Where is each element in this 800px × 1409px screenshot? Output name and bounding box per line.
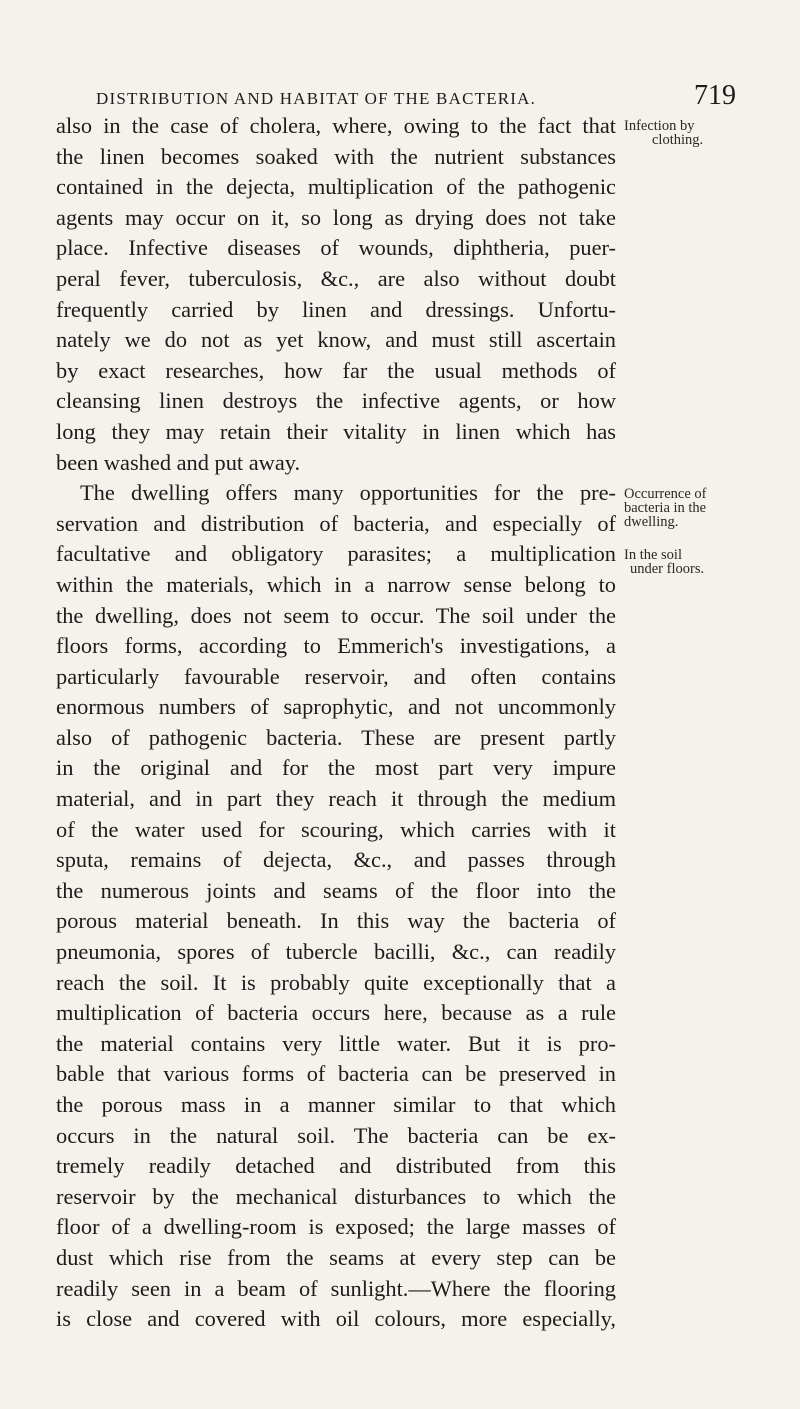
text-line: porous material beneath. In this way the bacteria of [56, 908, 616, 934]
text-line: been washed and put away. [56, 449, 301, 475]
margin-note-line: dwelling. [624, 514, 679, 530]
text-line: floor of a dwelling-room is exposed; the large masses of [56, 1214, 616, 1240]
text-line: also in the case of cholera, where, owing to the fact that [56, 113, 616, 138]
body-text [56, 111, 616, 1335]
text-line: long they may retain their vitality in linen which has [56, 418, 616, 444]
margin-note-line: clothing. [652, 132, 704, 148]
page-number: 719 [694, 80, 736, 111]
text-line: particularly favourable reservoir, and often contains [56, 663, 616, 689]
text-line: in the original and for the most part very impure [56, 755, 616, 781]
text-line: the dwelling, does not seem to occur. The soil under the [56, 602, 616, 628]
margin-note-line: Infection by [624, 118, 695, 134]
text-line: The dwelling offers many opportunities for the pre- [80, 480, 616, 506]
text-line: tremely readily detached and distributed from this [56, 1153, 616, 1179]
margin-note-soil-under-floors [624, 548, 784, 576]
text-line: multiplication of bacteria occurs here, because as a rule [56, 1000, 616, 1026]
text-line: frequently carried by linen and dressings. Unfortu- [56, 296, 616, 322]
margin-note-infection-by-clothing [624, 119, 784, 147]
running-title: DISTRIBUTION AND HABITAT OF THE BACTERIA. [96, 89, 537, 108]
page-header [96, 80, 736, 112]
text-line: the linen becomes soaked with the nutrient substances [56, 143, 616, 169]
text-line: servation and distribution of bacteria, and especially of [56, 510, 616, 536]
text-line: also of pathogenic bacteria. These are present partly [56, 724, 616, 750]
text-line: facultative and obligatory parasites; a multiplication [56, 541, 616, 567]
text-line: bable that various forms of bacteria can be preserved in [56, 1061, 616, 1087]
margin-note-line: In the soil [624, 547, 682, 563]
margin-note-line: Occurrence of [624, 486, 707, 502]
text-line: sputa, remains of dejecta, &c., and passes through [56, 847, 616, 873]
text-line: contained in the dejecta, multiplication of the pathogenic [56, 174, 616, 200]
text-line: cleansing linen destroys the infective agents, or how [56, 388, 616, 414]
text-line: the numerous joints and seams of the floor into the [56, 877, 616, 903]
text-line: is close and covered with oil colours, more especially, [56, 1306, 616, 1332]
text-line: agents may occur on it, so long as drying does not take [56, 204, 616, 230]
margin-note-line: under floors. [630, 561, 705, 577]
text-line: by exact researches, how far the usual methods of [56, 357, 616, 383]
text-line: readily seen in a beam of sunlight.—Where the flooring [56, 1275, 616, 1301]
text-line: floors forms, according to Emmerich's investigations, a [56, 633, 616, 659]
margin-note-line: bacteria in the [624, 500, 707, 516]
text-line: place. Infective diseases of wounds, diphtheria, puer- [56, 235, 616, 261]
margin-note-occurrence-in-dwelling [624, 487, 784, 529]
text-line: the porous mass in a manner similar to that which [56, 1092, 616, 1117]
text-line: enormous numbers of saprophytic, and not uncommonly [56, 694, 616, 720]
text-line: nately we do not as yet know, and must still ascertain [56, 327, 616, 353]
text-line: dust which rise from the seams at every step can be [56, 1244, 616, 1270]
text-line: pneumonia, spores of tubercle bacilli, &c., can readily [56, 939, 616, 965]
text-line: reach the soil. It is probably quite exceptionally that a [56, 969, 616, 995]
text-line: the material contains very little water. But it is pro- [56, 1030, 616, 1056]
text-line: of the water used for scouring, which carries with it [56, 816, 616, 842]
text-line: within the materials, which in a narrow sense belong to [56, 571, 616, 597]
text-line: peral fever, tuberculosis, &c., are also without doubt [56, 265, 616, 291]
text-line: occurs in the natural soil. The bacteria can be ex- [56, 1122, 616, 1148]
text-line: material, and in part they reach it through the medium [56, 786, 616, 812]
text-line: reservoir by the mechanical disturbances to which the [56, 1183, 616, 1209]
